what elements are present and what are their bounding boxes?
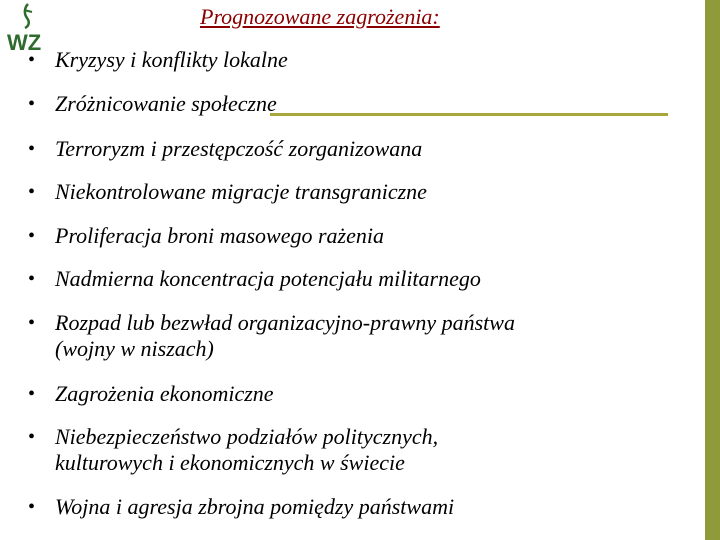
bullet-icon: • xyxy=(28,138,36,160)
list-item xyxy=(28,91,698,117)
list-item-text: Zróżnicowanie społeczne xyxy=(55,91,277,116)
list-item-text: Wojna i agresja zbrojna pomiędzy państwami xyxy=(55,494,455,519)
bullet-icon: • xyxy=(28,383,36,405)
list-item-text: Terroryzm i przestępczość zorganizowana xyxy=(55,136,423,161)
bullet-icon: • xyxy=(28,312,36,334)
list-item-text: Niekontrolowane migracje transgraniczne xyxy=(55,179,427,204)
bullet-icon: • xyxy=(28,496,36,518)
list-item-text: Nadmierna koncentracja potencjału militarnego xyxy=(55,266,481,291)
list-item-text: (wojny w niszach) xyxy=(55,336,214,361)
bullet-icon: • xyxy=(28,93,36,115)
bullet-icon: • xyxy=(28,225,36,247)
logo-text: WZ xyxy=(7,30,42,55)
list-item-text: Proliferacja broni masowego rażenia xyxy=(55,223,384,248)
list-item-text: Rozpad lub bezwład organizacyjno-prawny państwa xyxy=(55,310,515,335)
list-item xyxy=(28,223,698,249)
list-item-text: Zagrożenia ekonomiczne xyxy=(55,381,274,406)
list-item xyxy=(28,494,698,520)
list-item-text: Kryzysy i konflikty lokalne xyxy=(55,47,288,72)
list-item-text: kulturowych i ekonomicznych w świecie xyxy=(55,450,405,475)
list-item xyxy=(28,47,698,73)
bullet-icon: • xyxy=(28,268,36,290)
list-item xyxy=(28,381,698,407)
bullet-icon: • xyxy=(28,181,36,203)
slide-title: Prognozowane zagrożenia: xyxy=(200,4,440,29)
list-item-text: Niebezpieczeństwo podziałów politycznych, xyxy=(55,424,439,449)
bullet-icon: • xyxy=(28,426,36,448)
bullet-icon: • xyxy=(28,49,36,71)
list-item xyxy=(28,310,698,362)
side-bar xyxy=(705,0,720,540)
list-item xyxy=(28,424,698,476)
list-item xyxy=(28,179,698,205)
list-item xyxy=(28,266,698,292)
list-item xyxy=(28,136,698,162)
